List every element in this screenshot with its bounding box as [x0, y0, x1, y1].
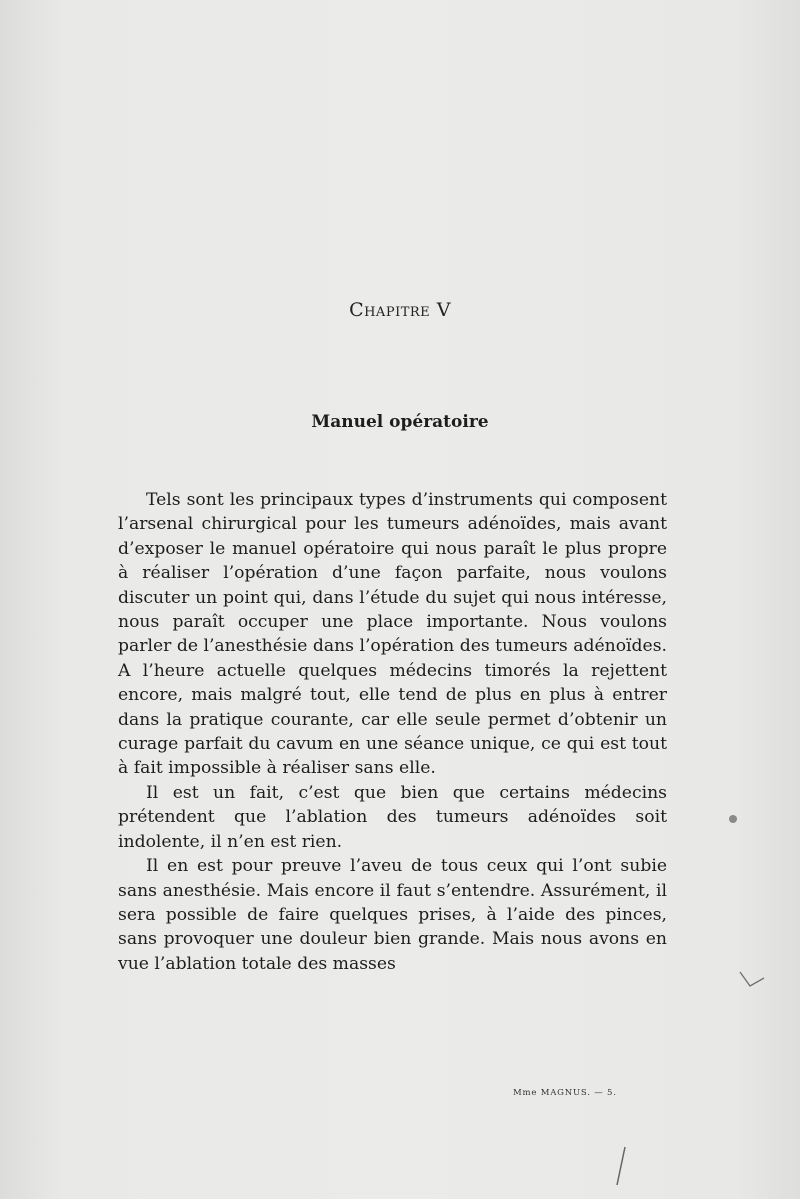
chapter-numeral: V: [436, 299, 451, 321]
pencil-stroke-mark: [614, 1145, 628, 1187]
paragraph: Il en est pour preuve l’aveu de tous ceux qui l’ont subie sans anesthésie. Mais encore il faut s’entendre. Assurément, il sera possible de faire quelques prises, à l’aide des pinces, sans provoquer une douleur bien grande. Mais nous avons en vue l’ablation totale des masses: [118, 856, 667, 974]
pencil-tick-mark: [738, 968, 766, 990]
body-text: [118, 488, 667, 976]
chapter-prefix: Chapitre: [349, 299, 431, 321]
paragraph: Tels sont les principaux types d’instruments qui composent l’arsenal chirurgical pour les tumeurs adénoïdes, mais avant d’exposer le manuel opératoire qui nous paraît le plus propre à réaliser l’opération d’une façon parfaite, nous voulons discuter un point qui, dans l’étude du sujet qui nous intéresse, nous paraît occuper une place importante. Nous voulons parler de l’anesthésie dans l’opération des tumeurs adénoïdes. A l’heure actuelle quelques médecins timorés la rejettent encore, mais malgré tout, elle tend de plus en plus à entrer dans la pratique courante, car elle seule permet d’obtenir un curage parfait du cavum en une séance unique, ce qui est tout à fait impossible à réaliser sans elle.: [118, 490, 667, 779]
section-title: Manuel opératoire: [311, 412, 489, 432]
footer-signature: Mme MAGNUS. — 5.: [513, 1088, 617, 1098]
paragraph: Il est un fait, c’est que bien que certains médecins prétendent que l’ablation des tumeurs adénoïdes soit indolente, il n’en est rien.: [118, 782, 667, 852]
chapter-heading: [0, 299, 800, 321]
margin-dot-mark: [729, 815, 737, 823]
